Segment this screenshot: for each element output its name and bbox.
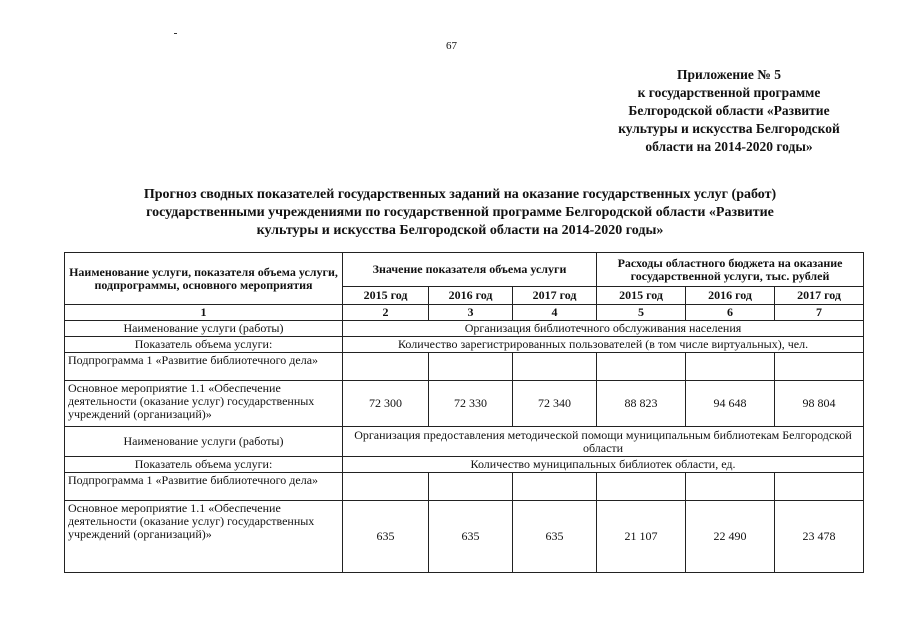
column-number: 2 <box>343 305 429 321</box>
table-header-row <box>65 253 864 287</box>
table-row <box>65 321 864 337</box>
empty-cell <box>429 353 513 381</box>
empty-cell <box>597 473 686 501</box>
table-row <box>65 381 864 427</box>
column-number: 4 <box>513 305 597 321</box>
header-name-column: Наименование услуги, показателя объема услуги, подпрограммы, основного мероприятия <box>65 253 343 305</box>
service-label: Наименование услуги (работы) <box>65 321 343 337</box>
value-cell: 88 823 <box>597 381 686 427</box>
page-number: 67 <box>446 40 457 52</box>
column-numbers-row <box>65 305 864 321</box>
table-row <box>65 501 864 573</box>
document-title <box>60 186 860 240</box>
scan-speck <box>174 33 177 34</box>
empty-cell <box>597 353 686 381</box>
value-cell: 22 490 <box>686 501 775 573</box>
empty-cell <box>343 353 429 381</box>
column-number: 7 <box>775 305 864 321</box>
header-year: 2016 год <box>686 287 775 305</box>
table-row <box>65 353 864 381</box>
appendix-header <box>590 66 868 156</box>
empty-cell <box>343 473 429 501</box>
column-number: 6 <box>686 305 775 321</box>
table-row <box>65 337 864 353</box>
indicator-label: Показатель объема услуги: <box>65 457 343 473</box>
header-year: 2017 год <box>775 287 864 305</box>
appendix-line: к государственной программе <box>637 85 821 100</box>
value-cell: 21 107 <box>597 501 686 573</box>
header-year: 2015 год <box>343 287 429 305</box>
header-volume-group: Значение показателя объема услуги <box>343 253 597 287</box>
value-cell: 635 <box>429 501 513 573</box>
appendix-line: Белгородской области «Развитие <box>628 103 830 118</box>
empty-cell <box>513 353 597 381</box>
empty-cell <box>775 353 864 381</box>
header-year: 2016 год <box>429 287 513 305</box>
title-line: культуры и искусства Белгородской области на 2014-2020 годы» <box>256 223 664 238</box>
appendix-line: области на 2014-2020 годы» <box>645 139 813 154</box>
service-label: Наименование услуги (работы) <box>65 427 343 457</box>
value-cell: 98 804 <box>775 381 864 427</box>
value-cell: 94 648 <box>686 381 775 427</box>
value-cell: 72 300 <box>343 381 429 427</box>
value-cell: 635 <box>343 501 429 573</box>
value-cell: 72 340 <box>513 381 597 427</box>
empty-cell <box>686 353 775 381</box>
empty-cell <box>513 473 597 501</box>
appendix-line: культуры и искусства Белгородской <box>618 121 840 136</box>
empty-cell <box>429 473 513 501</box>
title-line: Прогноз сводных показателей государственных заданий на оказание государственных услуг (работ) <box>143 187 777 202</box>
appendix-line: Приложение № 5 <box>677 67 781 82</box>
indicator-value: Количество муниципальных библиотек области, ед. <box>343 457 864 473</box>
activity-label: Основное мероприятие 1.1 «Обеспечение деятельности (оказание услуг) государственных учреждений (организаций)» <box>65 501 343 573</box>
header-year: 2017 год <box>513 287 597 305</box>
table-row <box>65 473 864 501</box>
column-number: 3 <box>429 305 513 321</box>
indicator-value: Количество зарегистрированных пользователей (в том числе виртуальных), чел. <box>343 337 864 353</box>
empty-cell <box>775 473 864 501</box>
empty-cell <box>686 473 775 501</box>
service-value: Организация библиотечного обслуживания населения <box>343 321 864 337</box>
activity-label: Основное мероприятие 1.1 «Обеспечение деятельности (оказание услуг) государственных учреждений (организаций)» <box>65 381 343 427</box>
value-cell: 635 <box>513 501 597 573</box>
value-cell: 23 478 <box>775 501 864 573</box>
header-year: 2015 год <box>597 287 686 305</box>
service-value: Организация предоставления методической помощи муниципальным библиотекам Белгородской области <box>343 427 864 457</box>
header-expense-group: Расходы областного бюджета на оказание государственной услуги, тыс. рублей <box>597 253 864 287</box>
subprogram-label: Подпрограмма 1 «Развитие библиотечного дела» <box>65 473 343 501</box>
table-row <box>65 427 864 457</box>
column-number: 1 <box>65 305 343 321</box>
table-row <box>65 457 864 473</box>
indicator-label: Показатель объема услуги: <box>65 337 343 353</box>
value-cell: 72 330 <box>429 381 513 427</box>
title-line: государственными учреждениями по государственной программе Белгородской области «Развитие <box>146 205 774 220</box>
column-number: 5 <box>597 305 686 321</box>
forecast-table <box>64 252 864 573</box>
subprogram-label: Подпрограмма 1 «Развитие библиотечного дела» <box>65 353 343 381</box>
